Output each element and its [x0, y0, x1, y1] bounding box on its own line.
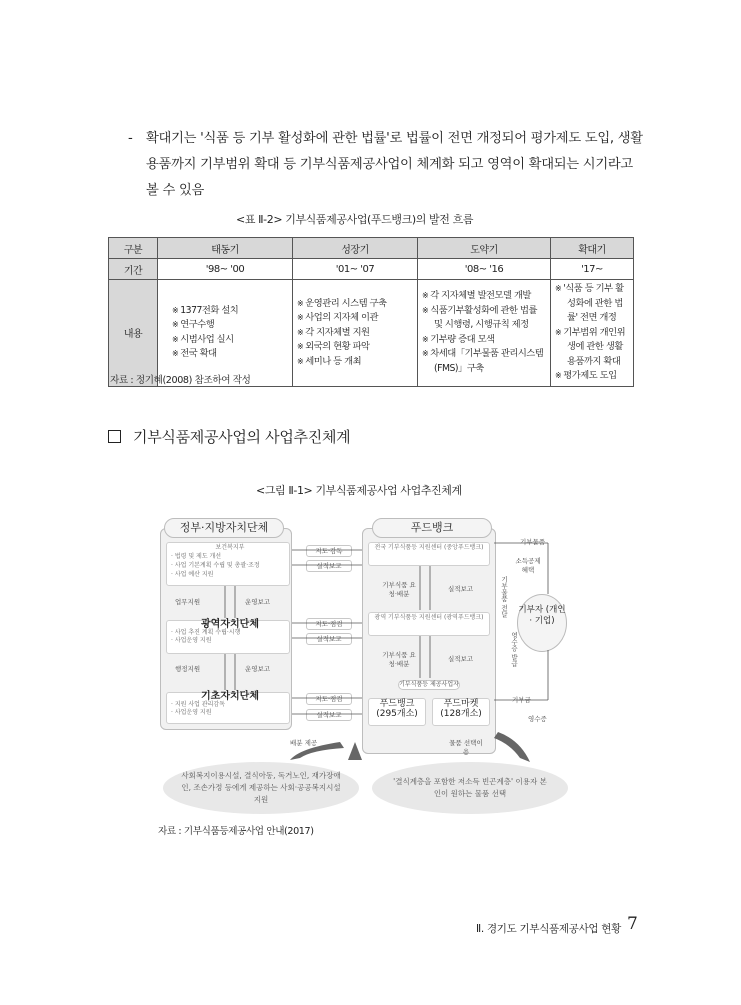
ministry-title: 보건복지부 [215, 544, 245, 551]
flow-pill: 실적보고 [306, 633, 352, 645]
figure-source: 자료 : 기부식품등제공사업 안내(2017) [158, 826, 314, 837]
content-label: 내용 [109, 280, 158, 387]
table-header-cell: 성장기 [293, 238, 418, 259]
list-item: ※ 세미나 등 개최 [297, 355, 413, 370]
period-cell: '17~ [551, 259, 634, 280]
flow-pill: 실적보고 [306, 709, 352, 721]
local-gov-duty: · 지원 사업 관리감독 [171, 701, 225, 708]
flow-pill: 지도·점검 [306, 693, 352, 705]
beneficiary-ellipse-left [163, 762, 359, 814]
local-gov-title: 기초자치단체 [201, 691, 259, 702]
list-item: ※ 각 지자체별 발전모델 개발 [422, 289, 546, 304]
bottom-flow-label: 물품 선택이용 [449, 739, 483, 756]
flow-pill: 실적보고 [306, 560, 352, 572]
donor-flow-label: 소득공제 혜택 [515, 557, 541, 574]
ministry-duty: · 사업 예산 지원 [171, 571, 214, 578]
ministry-duty: · 사업 기본계획 수립 및 총괄·조정 [171, 562, 260, 569]
section-title: 기부식품제공사업의 사업추진체계 [133, 428, 351, 446]
list-item: ※ 각 지자체별 지원 [297, 326, 413, 341]
fb-flow-label: 기부식품 요청·배분 [382, 651, 416, 668]
list-item: ※ 1377전화 설치 [172, 304, 288, 319]
donor-flow-label: 기부물품 전달 [500, 576, 508, 618]
gov-flow-label: 운영보고 [245, 665, 271, 673]
fb-flow-label: 실적보고 [448, 585, 474, 593]
foodbank-count-box: 푸드뱅크 (295개소) [368, 698, 426, 726]
foodbank-header: 푸드뱅크 [372, 518, 492, 538]
metro-gov-duty: · 사업운영 지원 [171, 637, 212, 644]
bullet-dash: - [128, 131, 133, 146]
metro-center-box: 광역 기부식품등 지원센터 (광역푸드뱅크) [368, 612, 490, 636]
footer-text: Ⅱ. 경기도 기부식품제공사업 현황 [476, 923, 621, 935]
ministry-duty: · 법령 및 제도 개선 [171, 553, 222, 560]
fb-flow-label: 기부식품 요청·배분 [382, 581, 416, 598]
table-header-cell: 확대기 [551, 238, 634, 259]
paragraph-text: 확대기는 '식품 등 기부 활성화에 관한 법률'로 법률이 전면 개정되어 평가제도 도입, 생활용품까지 기부범위 확대 등 기부식품제공사업이 체계화 되고 영역이 확대되는 시기라고 볼 수 있음 [146, 131, 643, 198]
period-cell: '98~ '00 [158, 259, 293, 280]
donor-label: 기부자 (개인· 기업) [518, 605, 566, 626]
gov-flow-label: 행정지원 [175, 665, 201, 673]
flow-pill: 지도·점검 [306, 618, 352, 630]
list-item: ※ 시범사업 실시 [172, 333, 288, 348]
list-item: ※ 기부량 증대 모색 [422, 333, 546, 348]
list-item: ※ 운영관리 시스템 구축 [297, 297, 413, 312]
foodmarket-count-box: 푸드마켓 (128개소) [432, 698, 490, 726]
figure-caption: <그림 Ⅱ-1> 기부식품제공사업 사업추진체계 [256, 484, 462, 497]
table-header-cell: 구분 [109, 238, 158, 259]
metro-gov-title: 광역자치단체 [201, 619, 259, 630]
list-item: ※ '식품 등 기부 활성화에 관한 법률' 전면 개정 [555, 282, 629, 326]
ellipse-left-text: 사회복지이용시설, 결식아동, 독거노인, 재가장애인, 조손가정 등에게 제공하는 사회·공공복지시설 지원 [181, 771, 341, 804]
table-source: 자료 : 정기혜(2008) 참조하여 작성 [110, 375, 251, 386]
donor-flow-label: 영수증 [528, 715, 547, 723]
table-caption: <표 Ⅱ-2> 기부식품제공사업(푸드뱅크)의 발전 흐름 [236, 213, 474, 226]
bottom-flow-label: 배분 제공 [290, 739, 318, 747]
table-header-cell: 도약기 [418, 238, 551, 259]
list-item: ※ 전국 확대 [172, 347, 288, 362]
list-item: ※ 식품기부활성화에 관한 법률 및 시행령, 시행규칙 제정 [422, 304, 546, 333]
metro-gov-duty: · 사업 추진 계획 수립·시행 [171, 629, 241, 636]
gov-flow-label: 운영보고 [245, 598, 271, 606]
provider-box: 기부식품등 제공사업자 [399, 681, 459, 688]
central-center-box: 전국 기부식품등 지원센터 (중앙푸드뱅크) [368, 542, 490, 566]
donor-flow-label: 기부물품 [520, 538, 546, 546]
list-item: ※ 사업의 지자체 이관 [297, 311, 413, 326]
government-header: 정부·지방자치단체 [164, 518, 284, 538]
list-item: ※ 외국의 현황 파악 [297, 340, 413, 355]
fb-flow-label: 실적보고 [448, 655, 474, 663]
local-gov-duty: · 사업운영 지원 [171, 709, 212, 716]
beneficiary-ellipse-right [372, 762, 568, 814]
donor-flow-label: 기부금 [512, 696, 531, 704]
flow-pill: 지도·감독 [306, 545, 352, 557]
list-item: ※ 평가제도 도입 [555, 369, 629, 384]
period-cell: '08~ '16 [418, 259, 551, 280]
period-label: 기간 [109, 259, 158, 280]
list-item: ※ 차세대「기부물품 관리시스템(FMS)」구축 [422, 347, 546, 376]
donor-flow-label: 영수증 발급 [510, 632, 518, 667]
table-header-cell: 태동기 [158, 238, 293, 259]
ellipse-right-text: '결식계층을 포함한 저소득 빈곤계층' 이용자 본인이 원하는 물품 선택 [393, 777, 547, 798]
page-number: 7 [627, 914, 638, 934]
period-cell: '01~ '07 [293, 259, 418, 280]
list-item: ※ 연구수행 [172, 318, 288, 333]
list-item: ※ 기부범위 개인위생에 관한 생활용품까지 확대 [555, 326, 629, 370]
gov-flow-label: 업무지원 [175, 598, 201, 606]
